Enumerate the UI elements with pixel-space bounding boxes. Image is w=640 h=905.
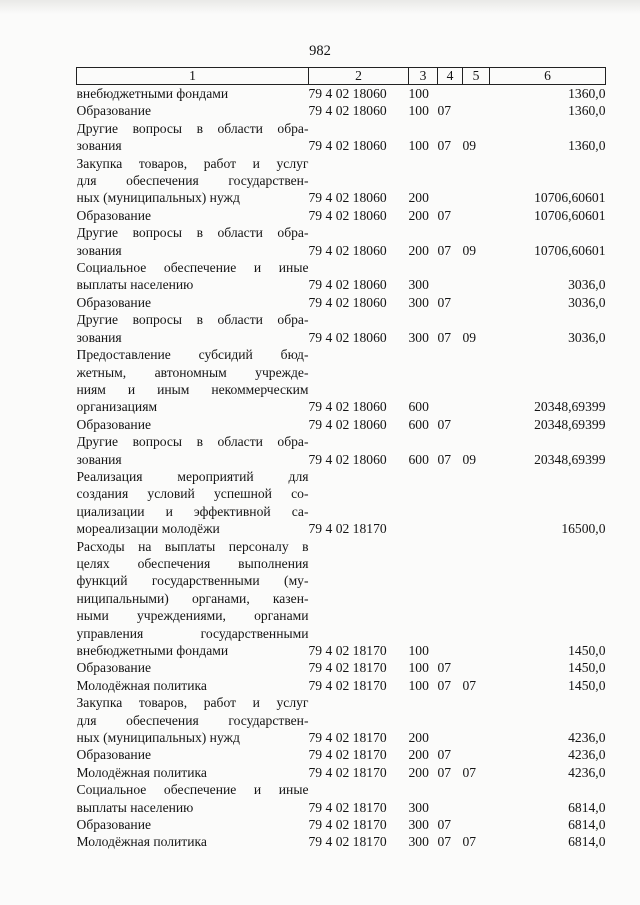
row-description	[77, 781, 309, 816]
description-line: Реализация мероприятий для	[76, 468, 309, 484]
table-row	[77, 294, 606, 311]
row-col-4	[438, 538, 463, 660]
description-line: Молодёжная политика	[76, 834, 207, 850]
description-line: Образование	[76, 747, 152, 763]
row-description	[77, 102, 309, 119]
description-line: целях обеспечения выполнения	[76, 555, 309, 571]
table-row	[77, 346, 606, 416]
row-amount: 1360,0	[568, 138, 606, 154]
row-col-5	[463, 346, 490, 416]
description-line: ными учреждениями, органами	[76, 608, 309, 624]
row-description	[77, 746, 309, 763]
description-line: циализации и эффективной са-	[76, 503, 309, 519]
row-col-5: 07	[462, 834, 477, 850]
row-amount: 4236,0	[568, 730, 606, 746]
row-col-3: 200	[408, 764, 429, 780]
row-description	[77, 120, 309, 155]
description-line: ниципальными) органами, казен-	[76, 590, 309, 606]
description-line: Расходы на выплаты персоналу в	[76, 538, 309, 554]
row-code: 79 4 02 18170	[308, 643, 387, 658]
row-col-4	[438, 781, 463, 816]
row-col-3: 300	[408, 817, 429, 833]
row-description	[77, 433, 309, 468]
table-row	[77, 416, 606, 433]
row-col-5	[463, 416, 490, 433]
row-description	[77, 224, 309, 259]
row-code: 79 4 02 18060	[308, 399, 387, 415]
description-line: Предоставление субсидий бюд-	[76, 347, 309, 363]
table-row	[77, 224, 606, 259]
table-row	[77, 677, 606, 694]
description-line: Социальное обеспечение и иные	[76, 782, 309, 798]
row-col-4	[438, 155, 463, 207]
description-line: Закупка товаров, работ и услуг	[76, 695, 309, 711]
row-col-4: 07	[437, 416, 452, 432]
header-col-4: 4	[438, 68, 463, 85]
row-col-3: 100	[408, 138, 429, 154]
description-line: управления государственными	[76, 625, 309, 641]
row-amount: 1360,0	[568, 103, 606, 119]
row-col-4: 07	[437, 677, 452, 693]
row-col-4: 07	[437, 207, 452, 223]
row-amount: 6814,0	[568, 799, 606, 815]
row-col-5	[463, 694, 490, 746]
row-description	[77, 659, 309, 676]
row-description	[77, 677, 309, 694]
row-col-5	[463, 102, 490, 119]
header-col-3: 3	[409, 68, 438, 85]
row-col-5	[463, 85, 490, 103]
row-col-5: 07	[462, 677, 477, 693]
row-amount: 1450,0	[568, 660, 606, 676]
row-code: 79 4 02 18170	[308, 747, 387, 763]
row-amount: 10706,60601	[534, 190, 606, 206]
description-line: выплаты населению	[76, 277, 194, 293]
description-line: для обеспечения государствен-	[76, 712, 309, 728]
budget-table	[76, 67, 606, 851]
row-col-5	[463, 746, 490, 763]
row-amount: 1360,0	[568, 86, 606, 101]
row-code: 79 4 02 18060	[308, 103, 387, 119]
row-col-4: 07	[437, 747, 452, 763]
row-amount: 20348,69399	[534, 399, 606, 415]
row-amount: 3036,0	[568, 329, 606, 345]
row-col-3: 600	[408, 416, 429, 432]
row-amount: 20348,69399	[534, 451, 606, 467]
row-amount: 4236,0	[568, 764, 606, 780]
row-description	[77, 294, 309, 311]
row-col-5	[463, 538, 490, 660]
row-col-5	[463, 816, 490, 833]
description-line: Молодёжная политика	[76, 677, 207, 693]
description-line: зования	[76, 242, 122, 258]
row-code: 79 4 02 18060	[308, 329, 387, 345]
row-col-3: 200	[408, 242, 429, 258]
description-line: для обеспечения государствен-	[76, 173, 309, 189]
table-body	[77, 85, 606, 851]
header-col-5: 5	[463, 68, 490, 85]
row-col-4	[438, 468, 463, 538]
row-description	[77, 259, 309, 294]
row-amount: 10706,60601	[534, 242, 606, 258]
description-line: мореализации молодёжи	[76, 521, 220, 537]
row-description	[77, 816, 309, 833]
description-line: ных (муниципальных) нужд	[76, 190, 240, 206]
row-col-5: 07	[462, 764, 477, 780]
row-col-5: 09	[462, 242, 477, 258]
description-line: выплаты населению	[76, 799, 194, 815]
description-line: зования	[76, 451, 122, 467]
description-line: Другие вопросы в области обра-	[76, 120, 309, 136]
row-code: 79 4 02 18060	[308, 207, 387, 223]
row-amount: 16500,0	[561, 521, 606, 537]
row-col-3: 100	[408, 86, 429, 101]
description-line: Образование	[76, 207, 152, 223]
table-row	[77, 816, 606, 833]
row-code: 79 4 02 18170	[308, 799, 387, 815]
description-line: ных (муниципальных) нужд	[76, 730, 240, 746]
row-amount: 3036,0	[568, 294, 606, 310]
table-header	[77, 68, 606, 85]
row-description	[77, 85, 309, 103]
row-code: 79 4 02 18170	[308, 660, 387, 676]
page-number: 982	[309, 43, 331, 59]
description-line: Другие вопросы в области обра-	[76, 312, 309, 328]
row-col-5	[463, 155, 490, 207]
row-col-3: 200	[408, 730, 429, 746]
row-col-5	[463, 659, 490, 676]
row-description	[77, 468, 309, 538]
row-col-3: 300	[408, 294, 429, 310]
row-col-3: 300	[408, 329, 429, 345]
row-col-5	[463, 781, 490, 816]
row-code: 79 4 02 18170	[308, 730, 387, 746]
description-line: Образование	[76, 416, 152, 432]
table-row	[77, 468, 606, 538]
row-col-4: 07	[437, 294, 452, 310]
row-col-3: 100	[408, 677, 429, 693]
row-description	[77, 833, 309, 850]
row-code: 79 4 02 18060	[308, 242, 387, 258]
row-amount: 3036,0	[568, 277, 606, 293]
table-row	[77, 311, 606, 346]
row-col-4: 07	[437, 103, 452, 119]
row-col-4: 07	[437, 834, 452, 850]
scan-edge	[0, 0, 640, 14]
table-row	[77, 694, 606, 746]
description-line: внебюджетными фондами	[76, 86, 229, 101]
row-description	[77, 538, 309, 660]
row-description	[77, 346, 309, 416]
table-row	[77, 659, 606, 676]
table-row	[77, 746, 606, 763]
description-line: жетным, автономным учрежде-	[76, 364, 309, 380]
row-code: 79 4 02 18170	[308, 677, 387, 693]
row-description	[77, 694, 309, 746]
row-amount: 20348,69399	[534, 416, 606, 432]
description-line: зования	[76, 138, 122, 154]
row-col-3: 300	[408, 799, 429, 815]
row-col-5	[463, 294, 490, 311]
table-row	[77, 155, 606, 207]
description-line: зования	[76, 329, 122, 345]
description-line: организациям	[76, 399, 158, 415]
row-amount: 1450,0	[568, 643, 606, 658]
table-row	[77, 102, 606, 119]
header-row	[77, 68, 606, 85]
description-line: Другие вопросы в области обра-	[76, 434, 309, 450]
row-col-5: 09	[462, 451, 477, 467]
row-col-3: 200	[408, 207, 429, 223]
row-code: 79 4 02 18060	[308, 451, 387, 467]
row-description	[77, 416, 309, 433]
description-line: Образование	[76, 817, 152, 833]
description-line: Образование	[76, 103, 152, 119]
row-col-4	[438, 85, 463, 103]
row-col-4	[438, 259, 463, 294]
row-amount: 6814,0	[568, 817, 606, 833]
row-code: 79 4 02 18170	[308, 764, 387, 780]
table-row	[77, 833, 606, 850]
row-col-4: 07	[437, 660, 452, 676]
row-code: 79 4 02 18170	[308, 521, 387, 537]
description-line: Закупка товаров, работ и услуг	[76, 155, 309, 171]
row-col-3	[409, 468, 438, 538]
row-col-5: 09	[462, 329, 477, 345]
row-col-4: 07	[437, 138, 452, 154]
header-col-6: 6	[490, 68, 606, 85]
description-line: Образование	[76, 294, 152, 310]
row-code: 79 4 02 18060	[308, 294, 387, 310]
row-amount: 4236,0	[568, 747, 606, 763]
row-col-5: 09	[462, 138, 477, 154]
header-col-2: 2	[309, 68, 409, 85]
description-line: внебюджетными фондами	[76, 643, 229, 658]
row-col-3: 100	[408, 103, 429, 119]
table-row	[77, 538, 606, 660]
row-col-3: 600	[408, 451, 429, 467]
description-line: функций государственными (му-	[76, 573, 309, 589]
row-col-3: 200	[408, 747, 429, 763]
table-row	[77, 433, 606, 468]
row-col-3: 600	[408, 399, 429, 415]
row-code: 79 4 02 18060	[308, 190, 387, 206]
row-code: 79 4 02 18060	[308, 138, 387, 154]
description-line: Молодёжная политика	[76, 764, 207, 780]
row-code: 79 4 02 18170	[308, 834, 387, 850]
table-row	[77, 207, 606, 224]
row-description	[77, 311, 309, 346]
description-line: Образование	[76, 660, 152, 676]
row-col-4	[438, 694, 463, 746]
row-description	[77, 764, 309, 781]
row-col-4: 07	[437, 817, 452, 833]
row-col-4: 07	[437, 764, 452, 780]
row-col-4: 07	[437, 451, 452, 467]
table-row	[77, 85, 606, 103]
row-col-3: 200	[408, 190, 429, 206]
description-line: Другие вопросы в области обра-	[76, 225, 309, 241]
table-row	[77, 120, 606, 155]
row-amount: 6814,0	[568, 834, 606, 850]
row-code: 79 4 02 18060	[308, 416, 387, 432]
row-amount: 1450,0	[568, 677, 606, 693]
row-description	[77, 207, 309, 224]
row-col-3: 100	[408, 643, 429, 658]
description-line: Социальное обеспечение и иные	[76, 260, 309, 276]
description-line: создания условий успешной со-	[76, 486, 309, 502]
row-col-3: 300	[408, 277, 429, 293]
row-description	[77, 155, 309, 207]
description-line: ниям и иным некоммерческим	[76, 381, 309, 397]
row-col-4	[438, 346, 463, 416]
row-col-5	[463, 468, 490, 538]
row-col-3: 100	[408, 660, 429, 676]
header-col-1: 1	[77, 68, 309, 85]
row-col-4: 07	[437, 242, 452, 258]
table-row	[77, 259, 606, 294]
row-code: 79 4 02 18060	[308, 277, 387, 293]
table-row	[77, 781, 606, 816]
row-col-4: 07	[437, 329, 452, 345]
row-code: 79 4 02 18060	[308, 86, 387, 101]
row-col-3: 300	[408, 834, 429, 850]
row-col-5	[463, 207, 490, 224]
row-amount: 10706,60601	[534, 207, 606, 223]
row-col-5	[463, 259, 490, 294]
table-row	[77, 764, 606, 781]
row-code: 79 4 02 18170	[308, 817, 387, 833]
